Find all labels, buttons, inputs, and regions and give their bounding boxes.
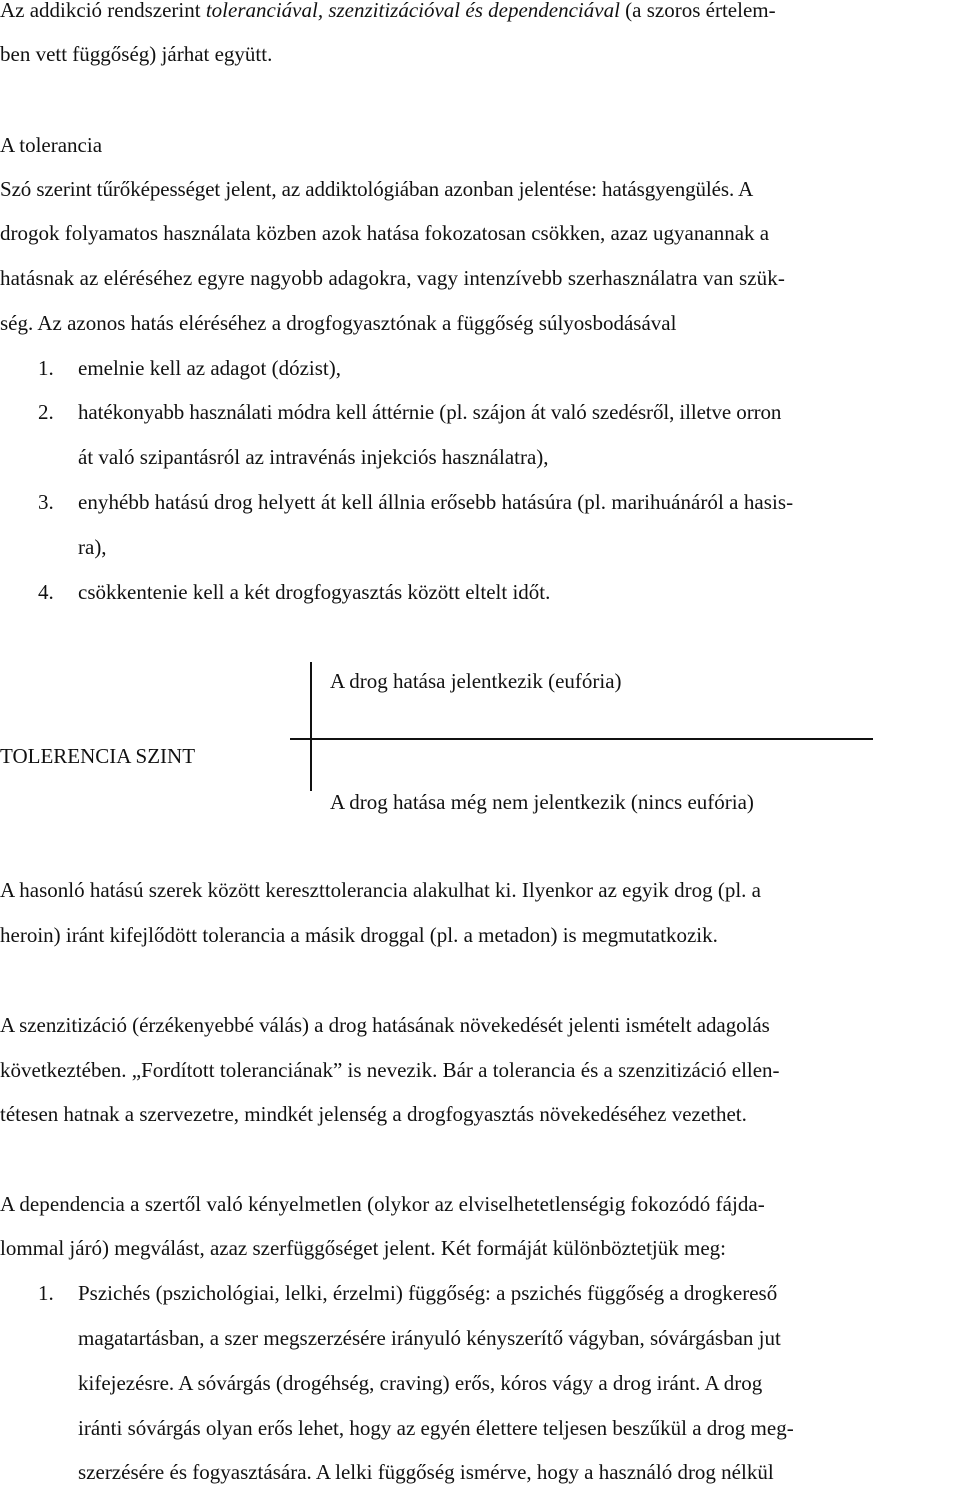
paragraph-line: Szó szerint tűrőképességet jelent, az addiktológiában azonban jelentése: hatásgyengülés. A	[0, 177, 754, 201]
paragraph-line: hatásnak az eléréséhez egyre nagyobb adagokra, vagy intenzívebb szerhasználatra van szük-	[0, 266, 785, 290]
intro-line-2: ben vett függőség) járhat együtt.	[0, 42, 273, 66]
paragraph-line: következtében. „Fordított toleranciának” is nevezik. Bár a tolerancia és a szenzitizáció ellen-	[0, 1058, 780, 1082]
list-item: emelnie kell az adagot (dózist),	[78, 356, 341, 380]
intro-line-1: Az addikció rendszerint toleranciával, szenzitizációval és dependenciával (a szoros értelem-	[0, 0, 776, 22]
diagram-label: TOLERENCIA SZINT	[0, 744, 196, 768]
list-item: magatartásban, a szer megszerzésére irányuló kényszerítő vágyban, sóvárgásban jut	[78, 1326, 781, 1350]
list-item: kifejezésre. A sóvárgás (drogéhség, craving) erős, kóros vágy a drog iránt. A drog	[78, 1371, 763, 1395]
section-heading-tolerance: A tolerancia	[0, 133, 103, 157]
list-item: iránti sóvárgás olyan erős lehet, hogy az egyén élettere teljesen beszűkül a drog meg-	[78, 1416, 794, 1440]
list-item: át való szipantásról az intravénás injekciós használatra),	[78, 445, 549, 469]
list-item: ra),	[78, 535, 107, 559]
diagram-bottom-text: A drog hatása még nem jelentkezik (nincs eufória)	[330, 790, 754, 814]
list-number: 1.	[38, 1281, 54, 1305]
intro-italic-terms: toleranciával, szenzitizációval és dependenciával	[205, 0, 620, 22]
paragraph-line: A szenzitizáció (érzékenyebbé válás) a drog hatásának növekedését jelenti ismételt adagolás	[0, 1013, 770, 1037]
list-number: 1.	[38, 356, 54, 380]
diagram-vertical-line	[310, 662, 312, 791]
paragraph-line: tétesen hatnak a szervezetre, mindkét jelenség a drogfogyasztás növekedéséhez vezethet.	[0, 1102, 747, 1126]
list-item: enyhébb hatású drog helyett át kell állnia erősebb hatásúra (pl. marihuánáról a hasis-	[78, 490, 794, 514]
paragraph-line: drogok folyamatos használata közben azok hatása fokozatosan csökken, azaz ugyanannak a	[0, 221, 770, 245]
paragraph-line: A dependencia a szertől való kényelmetlen (olykor az elviselhetetlenségig fokozódó fájda-	[0, 1192, 765, 1216]
paragraph-line: ség. Az azonos hatás eléréséhez a drogfogyasztónak a függőség súlyosbodásával	[0, 311, 677, 335]
list-item: csökkentenie kell a két drogfogyasztás között eltelt időt.	[78, 580, 551, 604]
paragraph-line: A hasonló hatású szerek között kereszttolerancia alakulhat ki. Ilyenkor az egyik drog (pl. a	[0, 878, 761, 902]
list-item: hatékonyabb használati módra kell áttérnie (pl. szájon át való szedésről, illetve orron	[78, 400, 782, 424]
list-number: 4.	[38, 580, 54, 604]
paragraph-line: lommal járó) megválást, azaz szerfüggőséget jelent. Két formáját különböztetjük meg:	[0, 1236, 726, 1260]
list-number: 3.	[38, 490, 54, 514]
diagram-top-text: A drog hatása jelentkezik (eufória)	[330, 669, 622, 693]
list-item: szerzésére és fogyasztására. A lelki függőség ismérve, hogy a használó drog nélkül	[78, 1460, 774, 1484]
diagram-horizontal-line	[290, 738, 873, 740]
list-item: Pszichés (pszichológiai, lelki, érzelmi) függőség: a pszichés függőség a drogkereső	[78, 1281, 778, 1305]
list-number: 2.	[38, 400, 54, 424]
paragraph-line: heroin) iránt kifejlődött tolerancia a másik droggal (pl. a metadon) is megmutatkozik.	[0, 923, 718, 947]
